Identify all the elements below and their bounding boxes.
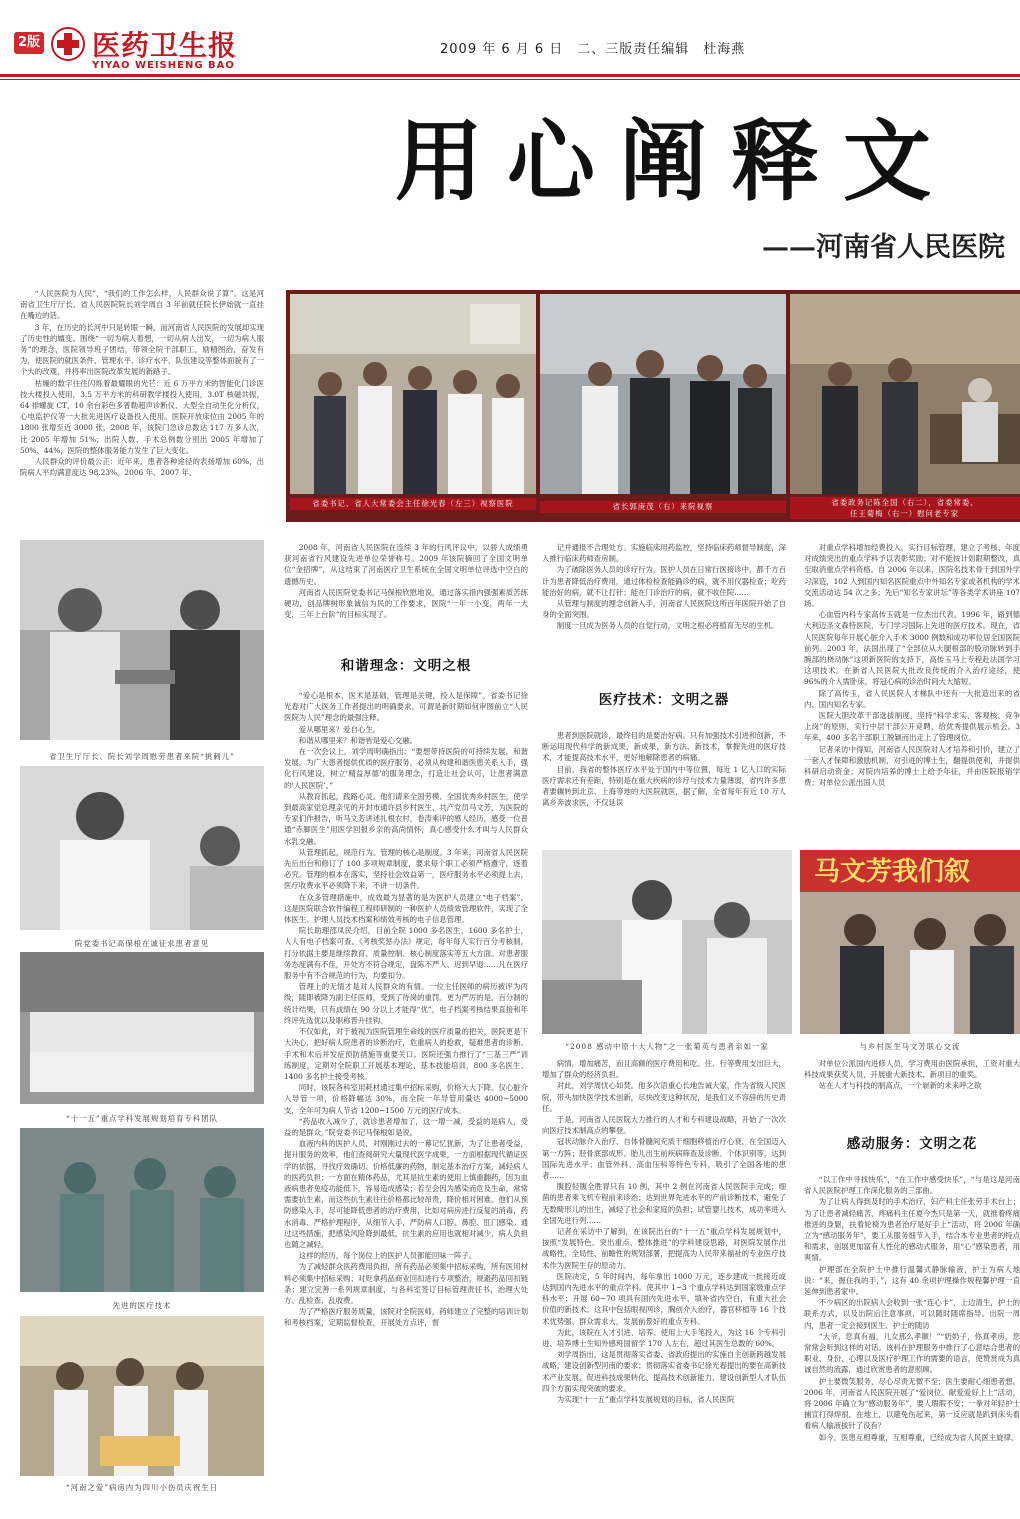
- photo-surgery-image: [20, 1128, 264, 1292]
- col3-c8: 为此，该院在人才引进、培养、使用上大手笔投入，为这 16 个专科引进、培养博士生知外感班国留学 170 人左右，超过其医生总数的 60%。: [542, 1327, 786, 1349]
- red-cross-logo-icon: [50, 26, 86, 62]
- col2-b16: 为了严格医疗服务质量，该院对全院医师，药师建立了完整的培训计划和考核档案，定期监督检查，开展处方点评，督: [284, 1307, 528, 1328]
- col2-b13: 血液内科的医护人员，对刚刚过去的一幕记忆犹新，为了让患者受益，提升服务的效率，他们查阅研究大量现代医学成果，一方面根据现代循证医学的依据，寻找疗效确切、价格低廉的药物，制定基本治疗方案，减轻病人的医药负担；一方面在精体药品，尤其是抗生素的使用上慎重翻药，因为血液病患者免疫功能低下，容易造成感染；若至会因为感染而危及生命，常常需要抗生素，而这些抗生素往往价格都比较昂贵，降价相对困难。他们从预防感染入手，尽可能降低患者的治疗费用，比如对病房进行反复的消毒，药水消毒、严格护理程序，从细节入手，严防病人口腔、鼻腔、肛门感染。通过这些措施，把感染风险降到最低，抗生素的应用也就相对减少，病人负担也随之减轻。: [284, 1139, 528, 1249]
- col4-a3: 除了高传玉，省人民医院人才梯队中还有一大批造出来的省内、国内知名专家。: [804, 688, 1020, 709]
- col4-c7: 如今，医患互相尊重，互相尊重，已经成为省人民医主旋律。: [818, 1432, 1019, 1442]
- col3-top-text: [542, 542, 786, 678]
- photo-nurse-patient: [542, 850, 792, 1034]
- intro-p2: 3 年，在历史的长河中只是转眼一瞬，而河南省人民医院的发展却实现了历史性的嬗变。围绕“一切为病人着想，一切从病人出发，一切为病人服务”的理念，医院领导班子团结，带领全院干部职工，励精图治，奋发有为，使医院的就医条件、管理水平、诊疗水平、队伍建设等整体面貌有了一个大的改观，并将率出医院改革发展的新路子。: [20, 322, 264, 377]
- col4-a1: 对重点学科增加经费投入，实行目标管理，建立了考核、年度对成绩突出的重点学科予以表彰奖励；对不能按计划限期整改，真至取消重点学科资格。自 2006 年以来，医院名技术骨干到国外学习深造，102 人到国内知名医院重点中外知名专家或者机构的学术交流活动达 54 次之多；先后“知名专家讲坛”等各类学术讲座 107 场。: [804, 543, 1020, 609]
- caption-governor-visit: 省委书记、省人大常委会主任徐光春（左三）视察医院: [290, 498, 536, 510]
- photo-provincial-governor: [540, 294, 786, 494]
- col3-c4: 冠状动脉介入治疗、自体骨髓间充质干细胞移植治疗心衰，在全国迈入第一方阵；胫骨底部成形、胎儿出生前疾病筛查及诊断、个体识别等，达到国际先进水平；血管外科、高血压科等特色专科，吸引了全国各地的患者……: [542, 1137, 786, 1181]
- header-rule-thin: [0, 79, 1020, 80]
- date-editor-line: 2009 年 6 月 6 日 二、三版责任编辑 杜海燕: [440, 42, 746, 57]
- photo-specialist-team: [20, 952, 264, 1104]
- col3-a1: 记并通报不合理处方。实施临床用药监控，坚持临床药师督导制度，深入推行临床药师查房制。: [542, 543, 786, 564]
- intro-p1: “人民医院为人民”，“我们的工作怎么样，人民群众说了算”。这是河南省卫生厅厅长、省人民医院院长刘学周自 3 年前就任院长伊始就一直挂在嘴边的话。: [20, 289, 264, 321]
- col3-c3: 于是，河南省人民医院大力推行的人才和专科建设战略，开始了一次次向医疗技术制高点的攀登。: [542, 1115, 786, 1136]
- col2-b3: 和谐从哪里来？和谐皆是爱心交融。: [298, 735, 418, 745]
- col3-c10: 为实现“十一五”重点学科发展规划的目标，省人民医院: [556, 1395, 735, 1405]
- col4-b2: 站在人才与科技的制高点，一个崭新的未来呼之欲: [818, 1081, 982, 1091]
- intro-p4: 人民群众的评价最公正：近年来，患者各种途径的表扬增加 60%，出院病人平均满意度达 98.23%。2006 年、2007 年、: [20, 457, 264, 478]
- photo-provincial-governor-image: [540, 294, 786, 494]
- caption-provincial-governor: 省长郭庚茂（右）来院视察: [540, 501, 786, 513]
- caption-surgery: 先进的医疗技术: [112, 1301, 172, 1310]
- col2-b9: 管理上的无情才是对人民群众的有情。一位主任医师的病历被评为丙级，随即被降为副主任医师，受到了待岗的重罚。更为严厉的是，百分制的统计结果，只有成绩在 90 分以上才能得“优”，电子档案考核结果直接和年终评先选优以及职称晋升挂钩。: [284, 982, 528, 1025]
- col4-c2: 为了让病人得到及时的手术治疗，妇产科主任张劳手术台上；为了让患者减轻痛苦，疼痛科主任夏今杰只是第一天，就推着疼痛推进的身躯，扶着轮椅为患者治疗是好手上“活动，将 2006 年确立为“感动服务年”，要工从服务细节入手，结合本专业患者的特点和需求，创展更加富有人性化的感动式服务，用“心”感染患者，用爽情。: [804, 1197, 1020, 1263]
- col3-bottom-text: [542, 1058, 786, 1512]
- col3-c6: 记者在采访中了解到，在该院出台的“十一五”重点学科发展规划中，按照“发展特色、突出重点、整体推进”的学科建设思路，对医院发展作出战略性、全局性、前瞻性的规划部署，把提高为人民带来福祉的专业医疗技术作为医院生存的原动力。: [542, 1227, 786, 1270]
- col2-b1: “爱心是根本，医术是基础，管理是关键，投入是保障”。省委书记徐光春对广大医务工作者提出的明确要求，可谓是新时期如何审图前立“人民医院为人民”理念的最强注释。: [284, 691, 528, 723]
- photo-governor-visit: [290, 294, 536, 494]
- section-medtech: 医疗技术：文明之器: [598, 692, 730, 708]
- col4-c6: 护士要微笑服务，尽心尽责无微不至；医生要耐心细患者想。2006 年，河南省人民医院开展了“爱岗位、献爱爱好上上”活动，将 2006 年确立为“感动服务年”，要人瑕瑕不安；一拳对年轻护士捕宣打得焊很，在地上，以避免伤起来，第一反应就是趴到床头看看病人输液拔针了没有？: [804, 1376, 1020, 1431]
- col2-b14: 这样的经历，每个岗位上的医护人员都能回味一阵子。: [298, 1251, 477, 1261]
- col3-c1: 病情，增加痛苦，而且高额的医疗费用和吃、住、行等费用支出巨大，增加了群众的经济负担。: [542, 1059, 786, 1080]
- photo-nurse-patient-image: [542, 850, 792, 1034]
- caption-handshake: 省卫生厅厅长、院长刘学周慰劳患者来院“挑刺儿”: [49, 752, 235, 761]
- photo-experts-visit-image: [790, 294, 1020, 494]
- col3-middle-text: [542, 730, 786, 842]
- section-harmony: 和谐理念：文明之根: [340, 658, 472, 674]
- section-service: 感动服务：文明之花: [846, 1136, 978, 1152]
- col2-b4: 在一次会议上，刘学周明确指出：“要想带持医院的可持续发展，和谐发展，为广大患者提供优质的医疗服务，必须从构建和谐医患关系入手，强化行风建设，树立‘精益厚德’的服务理念，打造让社会认可，让患者满意的‘人民医院’。”: [284, 747, 528, 790]
- intro-p3: 枯燥的数字往往闪烁着最耀眼的光芒：近 6 万平方米的智能化门诊医技大楼投入使用，3.5 万平方米的科研教学楼投入使用，3.0T 核磁共振，64 排螺旋 CT，10 余台彩色多普勒超声诊断仪、大型全自动生化分析仪，心电监护仪等一大批先进医疗设备投入使用。医院开放床位由 2005 年的 1800 张增至近 3000 张，2008 年，该院门急诊总数达 117 万多人次，比 2005 年增加 51%；出院人数、手术总例数分别出 2005 年增加了 50%、44%，医院的整体服务能力发生了巨大变化。: [20, 378, 264, 455]
- caption-experts-visit-2: 任王菊梅（右一）慰问老专家: [790, 508, 1020, 519]
- col4-c3: 护理部在全院护士中推行温馨式静脉输液，护士为病人地说：“来，握住我的手，”，这有 40 余项护理操作规程馨护理一直延伸到患者家中。: [804, 1264, 1020, 1297]
- caption-party-secretary: 院党委书记高保根在诚征求患者意见: [74, 939, 210, 948]
- col3-c7: 医院决定，5 年时间内，每年拿出 1000 万元，逐步建成一批接近或达到国内先进水平的重点学科。使其中 1~3 个重点学科达到国家级重点学科水平；开展 60~70 项具有国内先进水平、填补省内空白，有重大社会价值的新技术。这其中包括眼视网诊，胸创介入治疗，器官移植等 16 个技术优势强、群众需求大，发展前景好的重点专科。: [542, 1271, 786, 1326]
- col2-b5: 从教育抓起，践路心灵。他们请来全国劳模、全国优秀乡村医生，使学到最高家觉总理亲见的开封市通许县乡村医生、共产党员马文芳，为医院的专家们作报告，听马文芳讲述扎根农村，卷涛乘评的感人经历，感受一位普通“赤脚医生”用医学回报乡亲的高尚情怀，真心感受什么才叫与人民群众水乳交融。: [284, 791, 528, 846]
- caption-birthday: “河南之爱”病房内为四川小伤员庆祝生日: [65, 1483, 219, 1492]
- col2-b7: 在众多管理措施中，成效最为显著的是为医护人员建立“电子档案”。这是医院联合软件编程工程师研制的一种医护人员绩效管理软件，实现了全体医生、护理人员技术档案和绩效考核的电子信息管理。: [284, 892, 528, 925]
- photo-specialist-team-image: [20, 952, 264, 1104]
- photo-governor-visit-image: [290, 294, 536, 494]
- masthead: [50, 24, 450, 72]
- banner-text: 马文芳我们叙: [814, 857, 971, 887]
- photo-party-secretary: [20, 766, 264, 930]
- col2-b11: 同时，该院各科室用耗材通过集中招标采购，价格大大下降。仅心脏介入导管一项，价格降幅达 30%，而全院一年导管用量达 4000~5000 支，全年可为病人节省 1200~1500 万元的医疗成本。: [284, 1083, 528, 1115]
- photo-handshake: [20, 540, 264, 740]
- col4-c1: “以工作中寻找快乐”，“在工作中感受快乐”，“与是这是河南省人民医院护理工作深化服务的三部曲。: [804, 1175, 1020, 1196]
- col2-b12: “药品收入减少了，就诊患者增加了，这一增一减，受益的是病人，受益的是群众。”院党委书记马保根如是说。: [284, 1116, 528, 1137]
- sub-headline: ——河南省人民医院: [762, 232, 1005, 263]
- col3-b2: 目前，我省的整体医疗水平处于国内中等位置，每近 1 亿人口的实际医疗需求还有差距，特别是在重大疾病的诊疗与技术力量薄弱，省内许多患者要辗转到北京、上海等地的大医院就医，据了解，全省每年有近 10 万人离乡奔波求医，不仅延误: [542, 764, 786, 808]
- photo-experts-visit: [790, 294, 1020, 494]
- col2-b8: 院长助理邵凤民介绍，目前全院 1000 多名医生，1600 多名护士，人人有电子档案可查。《考核奖惩办法》规定，每年每人实行百分考核制，打分依据主要是继续教育、质量控制、核心制度落实等五大方面。对患者服务态度满有不佳，开处方不符合规定，盘陈不严人、迟到早退……凡在医疗服务中有不合规范的行为，均要扣分。: [284, 926, 528, 981]
- caption-nurse-patient: “2008 感动中原十大人物”之一张菊英与患者亲如一家: [565, 1042, 769, 1051]
- col3-b1: 患者到医院就诊，最终目的是要治好病。只有加强技术引进和创新，不断运用现代科学的新成果，新成果，新方法、新技术，掌握先进的医疗技术，才能提高技术水平，更好地解除患者的病痛。: [542, 731, 786, 763]
- col2-a2: 河南省人民医院党委书记马保根欣慰地说，通过落实措内强强素质苦练硬功，创品牌树形象诚信为民的工作要求，医院“一年一小变，两年一大变，三年上台阶”的目标实现了。: [284, 587, 528, 620]
- caption-experts-visit-1: 省委政务记陈全国（右二），省委常委、: [790, 497, 1020, 508]
- col2-main-text: [284, 690, 528, 1512]
- col4-bottom-text: [804, 1174, 1020, 1512]
- col2-a1: 2008 年，河南省人民医院在连续 3 年的行风评议中，以骄人成绩勇获河南省行风建设先进单位荣誉称号。2009 年该院摘回了全国文明单位“金招牌”，从这结束了河南医疗卫生系统在全国文明单位评选中空白的遗憾历史。: [284, 543, 528, 586]
- photo-village-doctor: [800, 850, 1020, 1034]
- photo-party-secretary-image: [20, 766, 264, 930]
- col4-c5: “大爷，您真有福，儿女那么孝顺！”“奶奶子，你真孝房，您常常会听到这样的对话。该科在护理服务中推行了心意结合患者的职业、身份、心理以及医疗护理工作的需要的语言，使赞赏成为真诚自然的流露，通过欣赏患者的意照顾。: [804, 1331, 1020, 1375]
- col3-c2: 对此，刘学周忧心如焚。他多次语重心长地告诫大家，作为省级人民医院，带头加快医学技术创新，尽快改变这种状况，是我们义不容辞的历史责任。: [542, 1081, 786, 1113]
- header-rule: [0, 74, 1020, 77]
- photo-handshake-image: [20, 540, 264, 740]
- col4-b1: 对单位公派国内进修人员，学习费用由医院承担，工资对重大科技成果获奖人员，开展重大新技术、新项目的重奖。: [804, 1059, 1020, 1080]
- col3-c9: 刘学周指出，这是贯彻落实省委、省政府提出的实施自主创新跨越发展战略，建设创新型河南的要求；贯彻落实省委书记徐光春提出的要在高新技术产业发展、促进科技成果转化、提高技术创新能力、建设创新型人才队伍四个方面实现突破的要求。: [542, 1350, 786, 1393]
- photo-birthday-image: [20, 1316, 264, 1476]
- col4-top-text: [804, 542, 1020, 842]
- col2-b15: 为了减轻群众医药费用负担，所有药品必须集中招标采购，所有医用材料必须集中招标采购；对贬拿药品商业回扣进行专项整治，规避药品回扣链条；建立完善一系列规章制度，与各科室签订目标管理责任书，治理大处方、乱检查、乱收费。: [284, 1262, 528, 1305]
- photo-birthday: [20, 1316, 264, 1476]
- main-headline: 用心阐释文: [395, 109, 956, 213]
- intro-text: [20, 288, 264, 524]
- col2-b2: 爱从哪里来？爱自心生。: [298, 724, 381, 734]
- col3-a4: 制度一旦成为医务人员的自觉行动，文明之根必将植育无尽的生机。: [556, 621, 779, 631]
- masthead-title: 医药卫生报: [92, 29, 238, 62]
- col3-a3: 从管理与制度的理念创新入手，河南省人民医院这所百年医院开始了自身的全面突围。: [542, 599, 786, 620]
- col4-a5: 记者采访中得知，河南省人民医院对人才培养和引价，建立了一套人才保障和激励机制，对引进的博士生，翻提供使利，并提供科研启动资金；对院内培养的博士上给予年征，并由医院报销学费；对单位公派出国人员: [804, 744, 1020, 788]
- caption-specialist-team: “十一五”重点学科发展规划培育专科团队: [65, 1114, 219, 1123]
- page-number: 2版: [14, 32, 44, 54]
- col4-a4: 医院大胆改革干部选拔制度，坚持“科学求实、客观核、竞争上岗”的原则，实行中层干部公开竞聘，给优秀提供展示机会。3 年来，400 多名干部职工脱颖而出走上了管理岗位。: [804, 711, 1020, 743]
- photo-village-doctor-image: [800, 850, 1020, 1034]
- col2-b6: 从管理抓起，规范行为。管理的核心是制度。3 年来，河南省人民医院先后出台和修订了 100 多项规章制度，要求每个职工必须严格遵守，逐着必究。管理的根本在落实，坚持社会效益第一，医疗服务水平必须提上去，医疗收费水平必须降下来，不讲一切条件。: [284, 847, 528, 891]
- col3-a2: 为了破除医务人员的诊疗行为，医护人员在日常行医接诊中，都千方百计为患者降低治疗费用，通过体检检查能确诊的病，就不用仪器检查；吃药能治好的病，就不让打针；能在门诊治疗的病，就不收住院……: [542, 565, 786, 597]
- col2-top-text: [284, 542, 528, 642]
- col4-c4: 不少病区的出院病人会收到一张“连心卡”，上边清生，护士的联系方式，以及出院后注意事项，可以随时随席指导。出院一周内，患者一定会接到医生、护士的随访: [804, 1298, 1020, 1330]
- photo-surgery: [20, 1128, 264, 1292]
- col3-c5: 腹腔轻腹全胜胃只有 10 例，其中 2 例在河南省人民医院手完成；细菌的患者乘飞机专程前来诊治；达到世界先进水平的产前诊断技术，避免了无数畸形儿的出生，减轻了社会和家庭的负担；试管婴儿技术，成功率进入全国先进行列……: [542, 1182, 786, 1225]
- col4-a2: 心血管内科专家高传玉就是一位杰出代表。1996 年，路到德大利迈圣文森特医院，专门学习国际上先进的医疗技术。现在，省人民医院每年开展心脏介入手术 3000 例数和成功率位居全国医院前列。2003 年，法国出现了“全部位从大腿根部的股动脉转到手腕部的桡动脉”这项新医院的支持下，高传玉马上专程赴法国学习这项技术。在新省人民医院大批改良传统的介入治疗途径，使 96%的介入需卧床，将冠心病的诊治时间大大缩短。: [804, 610, 1020, 687]
- caption-village-doctor: 与乡村医生马文芳联心交流: [859, 1042, 961, 1051]
- col2-b10: 不仅如此，对于被视为医院管理生命线的医疗质量的把关，医院更是下大决心，把好病人院患者的诊断治疗，危重病人的抢救，疑难患者的诊断、手术和术后并发症预防措施等重要关口。医院还强力推行了“三基三严”训练制度，定期对全院职工开展基本理论、基本技能培训，800 多名医生、1400 多名护士接受考核。: [284, 1027, 528, 1081]
- col4-middle-text: [804, 1058, 1020, 1114]
- masthead-pinyin: YIYAO WEISHENG BAO: [92, 60, 235, 71]
